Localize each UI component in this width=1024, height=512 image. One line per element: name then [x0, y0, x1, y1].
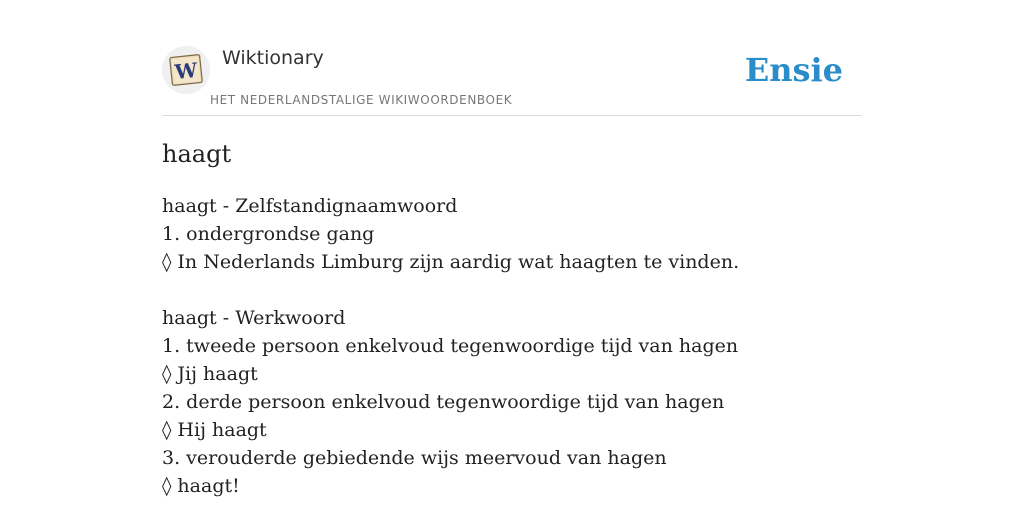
- page-title: haagt: [162, 140, 232, 168]
- entry-werkwoord: [162, 304, 862, 500]
- example-line: ◊ haagt!: [162, 475, 240, 497]
- entry-spacer: [162, 276, 862, 304]
- definition-line: 1. ondergrondse gang: [162, 223, 375, 245]
- wiktionary-w-icon: [168, 53, 204, 87]
- definition-line: 2. derde persoon enkelvoud tegenwoordige tijd van hagen: [162, 391, 725, 413]
- example-line: ◊ Jij haagt: [162, 363, 258, 385]
- entry-zelfstandignaamwoord: [162, 192, 862, 276]
- site-tagline: HET NEDERLANDSTALIGE WIKIWOORDENBOEK: [210, 93, 513, 107]
- site-header: [162, 0, 862, 116]
- example-line: ◊ In Nederlands Limburg zijn aardig wat haagten te vinden.: [162, 251, 740, 273]
- example-line: ◊ Hij haagt: [162, 419, 267, 441]
- definition-line: 3. verouderde gebiedende wijs meervoud van hagen: [162, 447, 667, 469]
- ensie-brand-logo[interactable]: Ensie: [744, 51, 843, 89]
- definitions: [162, 192, 862, 500]
- page-container: [162, 0, 862, 512]
- entry-heading: haagt - Werkwoord: [162, 307, 346, 329]
- svg-text:W: W: [173, 57, 199, 85]
- entry-heading: haagt - Zelfstandignaamwoord: [162, 195, 458, 217]
- site-name[interactable]: Wiktionary: [222, 47, 324, 69]
- wiktionary-logo-icon[interactable]: [162, 46, 210, 94]
- definition-line: 1. tweede persoon enkelvoud tegenwoordige tijd van hagen: [162, 335, 739, 357]
